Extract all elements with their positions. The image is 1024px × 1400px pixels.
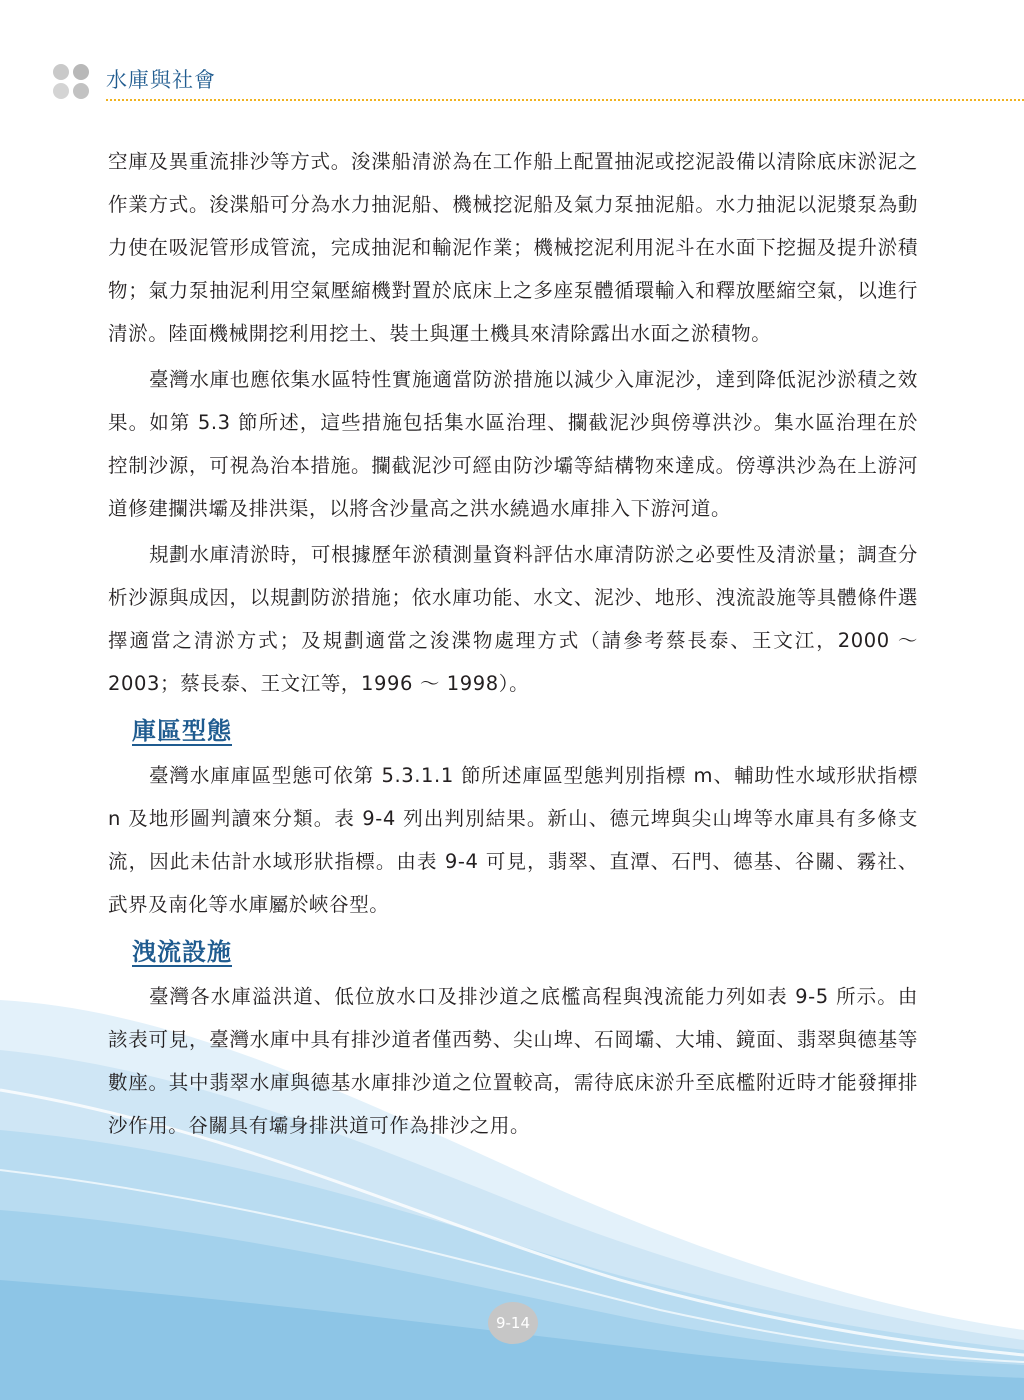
page-content xyxy=(108,140,918,1150)
paragraph-sediment-prevention: 臺灣水庫也應依集水區特性實施適當防淤措施以減少入庫泥沙，達到降低泥沙淤積之效果。如第 5.3 節所述，這些措施包括集水區治理、攔截泥沙與傍導洪沙。集水區治理在於控制沙源，可視為治本措施。攔截泥沙可經由防沙壩等結構物來達成。傍導洪沙為在上游河道修建攔洪壩及排洪渠，以將含沙量高之洪水繞過水庫排入下游河道。 xyxy=(108,368,918,520)
paragraph-outlet-facilities: 臺灣各水庫溢洪道、低位放水口及排沙道之底檻高程與洩流能力列如表 9-5 所示。由該表可見，臺灣水庫中具有排沙道者僅西勢、尖山埤、石岡壩、大埔、鏡面、翡翠與德基等數座。其中翡翠水庫與德基水庫排沙道之位置較高，需待底床淤升至底檻附近時才能發揮排沙作用。谷關具有壩身排洪道可作為排沙之用。 xyxy=(108,985,918,1137)
page-number-badge: 9-14 xyxy=(488,1302,538,1344)
header-divider xyxy=(106,99,1024,101)
section-heading-outlet-facilities: 洩流設施 xyxy=(132,937,232,966)
paragraph-reservoir-type: 臺灣水庫庫區型態可依第 5.3.1.1 節所述庫區型態判別指標 m、輔助性水域形狀指標 n 及地形圖判讀來分類。表 9-4 列出判別結果。新山、德元埤與尖山埤等水庫具有多條支流，因此未估計水域形狀指標。由表 9-4 可見，翡翠、直潭、石門、德基、谷關、霧社、武界及南化等水庫屬於峽谷型。 xyxy=(108,764,918,916)
paragraph-intro: 空庫及異重流排沙等方式。浚渫船清淤為在工作船上配置抽泥或挖泥設備以清除底床淤泥之作業方式。浚渫船可分為水力抽泥船、機械挖泥船及氣力泵抽泥船。水力抽泥以泥漿泵為動力使在吸泥管形成管流，完成抽泥和輸泥作業；機械挖泥利用泥斗在水面下挖掘及提升淤積物；氣力泵抽泥利用空氣壓縮機對置於底床上之多座泵體循環輸入和釋放壓縮空氣，以進行清淤。陸面機械開挖利用挖土、裝土與運土機具來清除露出水面之淤積物。 xyxy=(108,150,918,345)
paragraph-dredging-planning: 規劃水庫清淤時，可根據歷年淤積測量資料評估水庫清防淤之必要性及清淤量；調查分析沙源與成因，以規劃防淤措施；依水庫功能、水文、泥沙、地形、洩流設施等具體條件選擇適當之清淤方式；及規劃適當之浚渫物處理方式（請參考蔡長泰、王文江，2000 ～ 2003；蔡長泰、王文江等，1996 ～ 1998）。 xyxy=(108,543,918,695)
section-heading-reservoir-type: 庫區型態 xyxy=(132,716,232,745)
header-dots-icon xyxy=(50,64,96,100)
header-title: 水庫與社會 xyxy=(106,68,216,92)
